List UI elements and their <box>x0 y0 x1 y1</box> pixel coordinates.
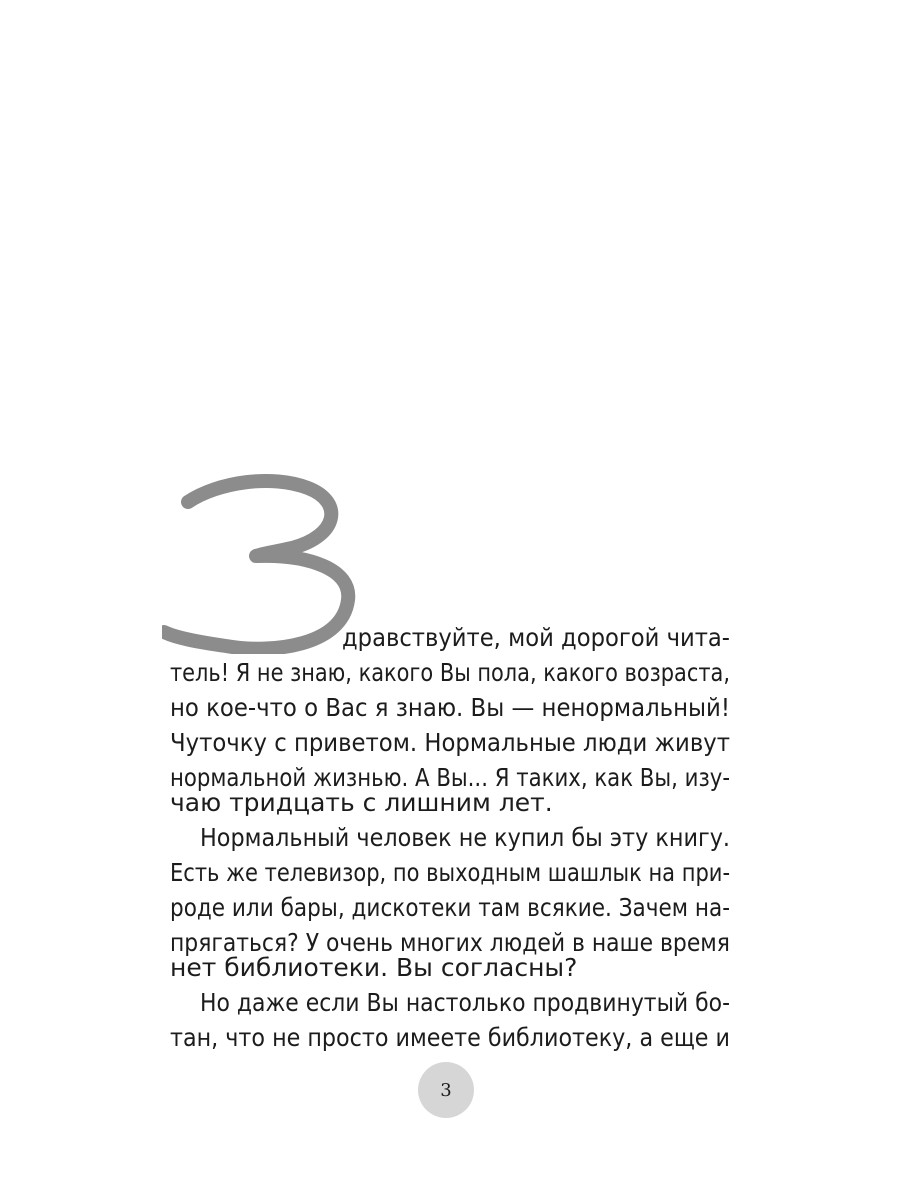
text-line-10: прягаться? У очень многих людей в наше время <box>170 928 730 957</box>
text-line-3: но кое-что о Вас я знаю. Вы — ненормальный! <box>170 693 731 722</box>
text-line-13: тан, что не просто имеете библиотеку, а еще и <box>170 1023 731 1052</box>
drop-cap-letter <box>162 470 358 654</box>
text-line-8: Есть же телевизор, по выходным шашлык на при- <box>170 858 731 887</box>
text-line-7: Нормальный человек не купил бы эту книгу. <box>200 823 731 852</box>
text-line-6: чаю тридцать с лишним лет. <box>170 788 553 817</box>
text-line-11: нет библиотеки. Вы согласны? <box>170 953 578 982</box>
drop-cap-glyph <box>162 470 358 654</box>
text-line-2: тель! Я не знаю, какого Вы пола, какого возраста, <box>170 658 730 687</box>
text-line-5: нормальной жизнью. А Вы... Я таких, как Вы, изу- <box>170 763 730 792</box>
text-line-9: роде или бары, дискотеки там всякие. Зачем на- <box>170 893 730 922</box>
page-number: 3 <box>440 1079 452 1101</box>
text-line-4: Чуточку с приветом. Нормальные люди живут <box>170 728 731 757</box>
text-line-1: дравствуйте, мой дорогой чита- <box>342 623 730 652</box>
page-number-badge <box>418 1062 474 1118</box>
text-line-12: Но даже если Вы настолько продвинутый бо- <box>200 988 730 1017</box>
